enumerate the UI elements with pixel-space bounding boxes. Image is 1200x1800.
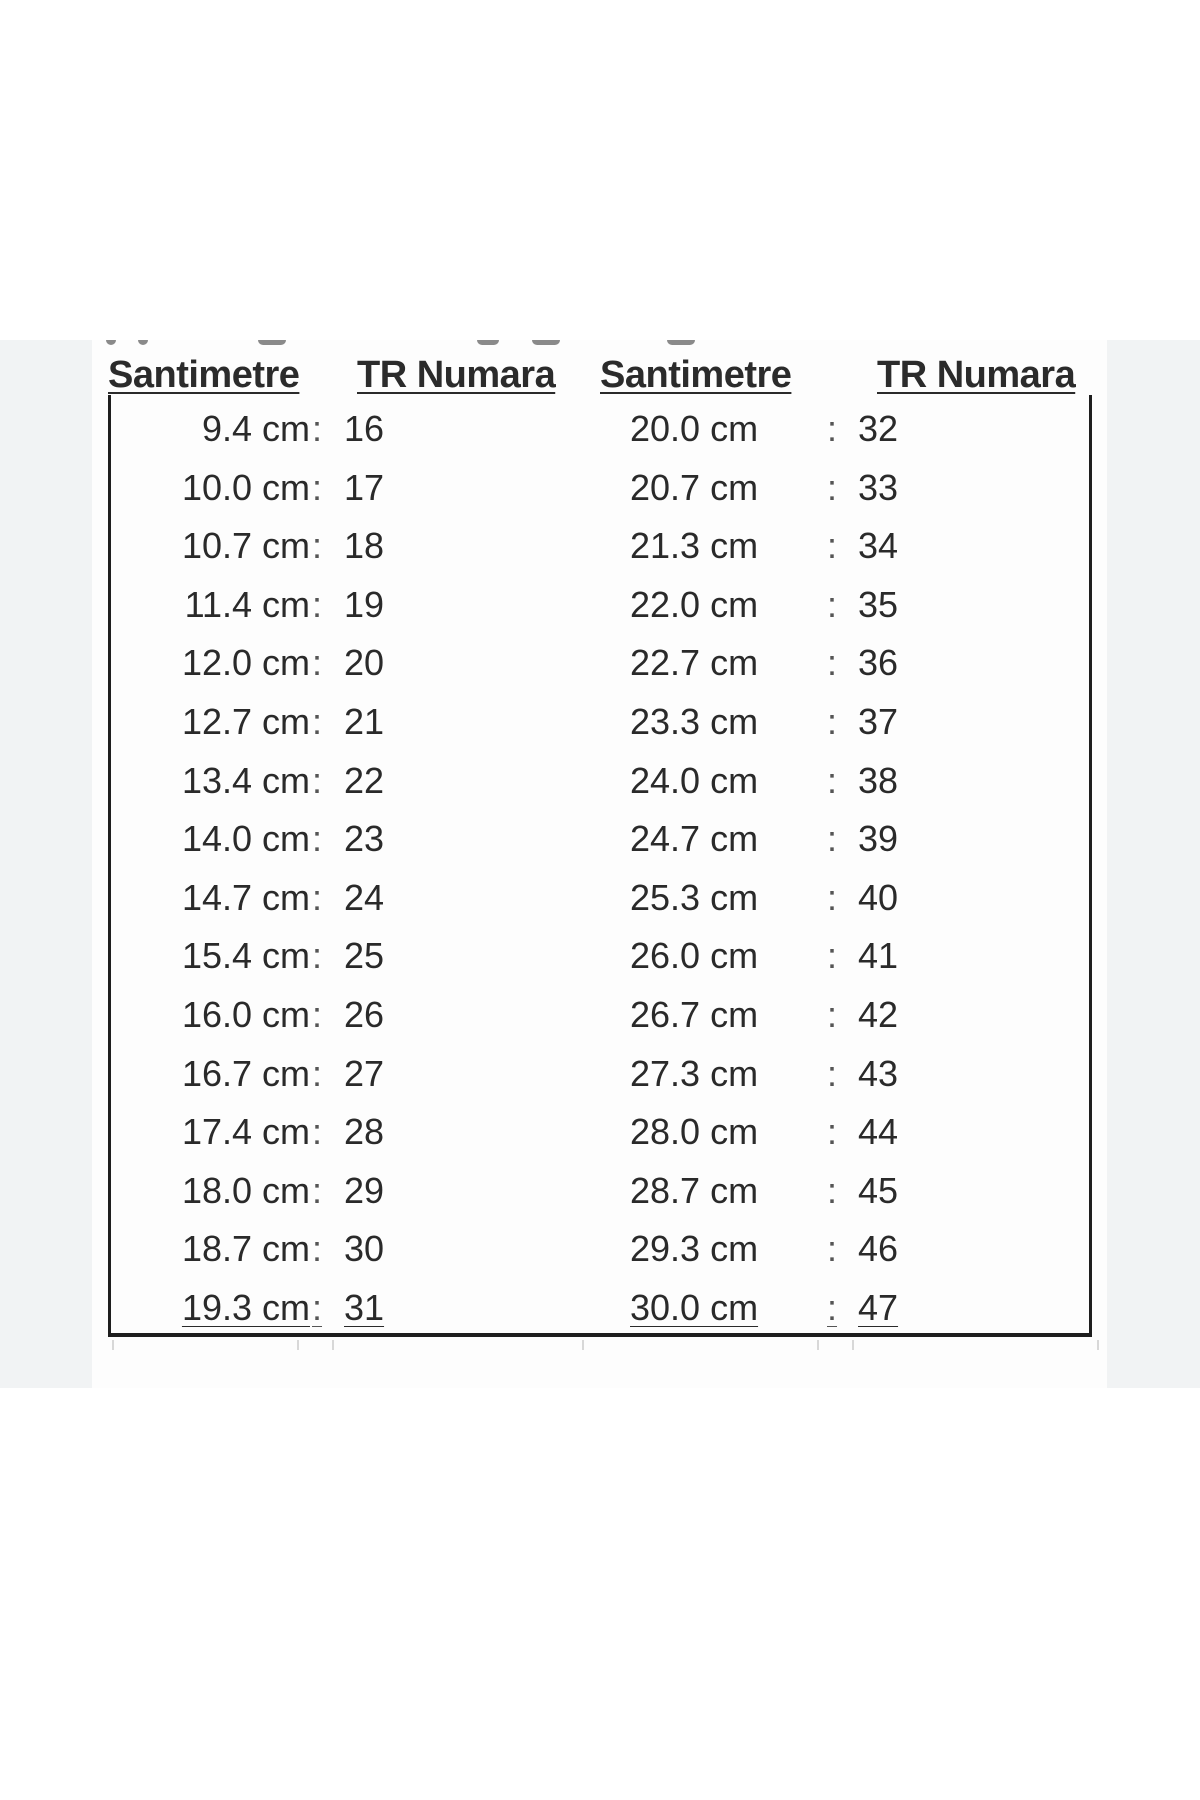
size-cm-right: 26.0 cm — [630, 935, 759, 977]
size-cm-left: 14.7 cm — [181, 876, 310, 918]
table-row — [92, 986, 1107, 1044]
tr-number-left: 28 — [344, 1111, 385, 1153]
tr-number-left: 23 — [344, 818, 385, 860]
tr-number-left: 27 — [344, 1052, 385, 1094]
size-cm-right: 22.7 cm — [630, 642, 759, 684]
size-cm-right: 24.0 cm — [630, 759, 759, 801]
separator-left: : — [312, 876, 323, 918]
tr-number-left: 20 — [344, 642, 385, 684]
separator-left: : — [312, 583, 323, 625]
separator-left: : — [312, 818, 323, 860]
tr-number-right: 46 — [858, 1228, 899, 1270]
separator-right: : — [827, 994, 838, 1035]
size-cm-right: 25.3 cm — [630, 876, 759, 918]
table-row — [92, 1162, 1107, 1220]
separator-right: : — [827, 935, 838, 977]
tr-number-right: 44 — [858, 1111, 899, 1153]
table-row — [92, 927, 1107, 985]
separator-right: : — [827, 1228, 838, 1270]
separator-right: : — [827, 1111, 838, 1153]
table-row — [92, 869, 1107, 927]
separator-right: : — [827, 818, 838, 860]
separator-left: : — [312, 1228, 323, 1270]
size-cm-right: 26.7 cm — [630, 994, 759, 1035]
table-row — [92, 1045, 1107, 1103]
tr-number-right: 34 — [858, 525, 899, 567]
table-row — [92, 634, 1107, 692]
tr-number-left: 19 — [344, 583, 385, 625]
size-cm-left: 16.7 cm — [181, 1052, 310, 1094]
cropped-text-remnants — [92, 340, 1107, 352]
separator-right: : — [827, 1169, 838, 1211]
size-cm-left: 17.4 cm — [181, 1111, 310, 1153]
separator-right: : — [827, 759, 838, 801]
table-row — [92, 1103, 1107, 1161]
size-cm-right: 20.0 cm — [630, 408, 759, 449]
separator-right: : — [827, 583, 838, 625]
separator-right: : — [827, 701, 838, 742]
header-tr-numara-left: TR Numara — [357, 354, 556, 396]
separator-right: : — [827, 1287, 838, 1328]
separator-left: : — [312, 408, 323, 449]
table-row — [92, 1220, 1107, 1278]
size-cm-right: 28.0 cm — [630, 1111, 759, 1153]
tr-number-left: 24 — [344, 876, 385, 918]
tr-number-left: 18 — [344, 525, 385, 567]
header-santimetre-left: Santimetre — [108, 354, 300, 396]
table-row — [92, 459, 1107, 517]
size-cm-left: 19.3 cm — [181, 1287, 310, 1328]
tr-number-left: 31 — [344, 1287, 385, 1328]
tr-number-right: 41 — [858, 935, 899, 977]
table-row — [92, 693, 1107, 751]
separator-left: : — [312, 935, 323, 977]
tr-number-right: 45 — [858, 1169, 899, 1211]
separator-right: : — [827, 1052, 838, 1094]
size-cm-left: 10.0 cm — [181, 466, 310, 508]
table-row — [92, 576, 1107, 634]
tr-number-right: 35 — [858, 583, 899, 625]
tr-number-left: 22 — [344, 759, 385, 801]
size-cm-right: 30.0 cm — [630, 1287, 759, 1328]
size-cm-right: 24.7 cm — [630, 818, 759, 860]
table-row — [92, 517, 1107, 575]
size-cm-left: 13.4 cm — [181, 759, 310, 801]
size-cm-left: 11.4 cm — [184, 583, 310, 625]
separator-left: : — [312, 701, 323, 742]
separator-left: : — [312, 759, 323, 801]
size-cm-right: 27.3 cm — [630, 1052, 759, 1094]
tr-number-left: 30 — [344, 1228, 385, 1270]
size-cm-right: 21.3 cm — [630, 525, 759, 567]
tr-number-right: 36 — [858, 642, 899, 684]
tr-number-right: 39 — [858, 818, 899, 860]
tr-number-left: 21 — [344, 701, 385, 742]
size-cm-right: 20.7 cm — [630, 466, 759, 508]
separator-left: : — [312, 1052, 323, 1094]
size-cm-right: 29.3 cm — [630, 1228, 759, 1270]
separator-left: : — [312, 642, 323, 684]
size-cm-left: 12.0 cm — [181, 642, 310, 684]
tr-number-right: 37 — [858, 701, 899, 742]
size-cm-left: 9.4 cm — [201, 408, 310, 449]
separator-left: : — [312, 466, 323, 508]
tr-number-left: 29 — [344, 1169, 385, 1211]
table-row — [92, 400, 1107, 458]
size-cm-left: 16.0 cm — [181, 994, 310, 1035]
tr-number-right: 33 — [858, 466, 899, 508]
size-cm-right: 22.0 cm — [630, 583, 759, 625]
tr-number-right: 43 — [858, 1052, 899, 1094]
separator-left: : — [312, 1287, 323, 1328]
header-tr-numara-right: TR Numara — [877, 354, 1076, 396]
separator-left: : — [312, 1111, 323, 1153]
size-cm-left: 12.7 cm — [181, 701, 310, 742]
separator-left: : — [312, 1169, 323, 1211]
table-row — [92, 1279, 1107, 1337]
tr-number-right: 38 — [858, 759, 899, 801]
separator-left: : — [312, 525, 323, 567]
tr-number-right: 32 — [858, 408, 899, 449]
size-cm-left: 18.7 cm — [181, 1228, 310, 1270]
size-cm-left: 14.0 cm — [181, 818, 310, 860]
separator-right: : — [827, 466, 838, 508]
header-santimetre-right: Santimetre — [600, 354, 792, 396]
size-cm-left: 10.7 cm — [181, 525, 310, 567]
separator-right: : — [827, 642, 838, 684]
table-row — [92, 752, 1107, 810]
tr-number-right: 47 — [858, 1287, 899, 1328]
size-cm-right: 28.7 cm — [630, 1169, 759, 1211]
tr-number-right: 42 — [858, 994, 899, 1035]
tr-number-left: 17 — [344, 466, 385, 508]
tr-number-right: 40 — [858, 876, 899, 918]
tr-number-left: 16 — [344, 408, 385, 449]
tr-number-left: 26 — [344, 994, 385, 1035]
tr-number-left: 25 — [344, 935, 385, 977]
size-cm-right: 23.3 cm — [630, 701, 759, 742]
separator-right: : — [827, 876, 838, 918]
size-cm-left: 18.0 cm — [181, 1169, 310, 1211]
separator-right: : — [827, 408, 838, 449]
separator-right: : — [827, 525, 838, 567]
size-cm-left: 15.4 cm — [181, 935, 310, 977]
separator-left: : — [312, 994, 323, 1035]
table-row — [92, 810, 1107, 868]
size-chart-sheet — [92, 340, 1107, 1388]
